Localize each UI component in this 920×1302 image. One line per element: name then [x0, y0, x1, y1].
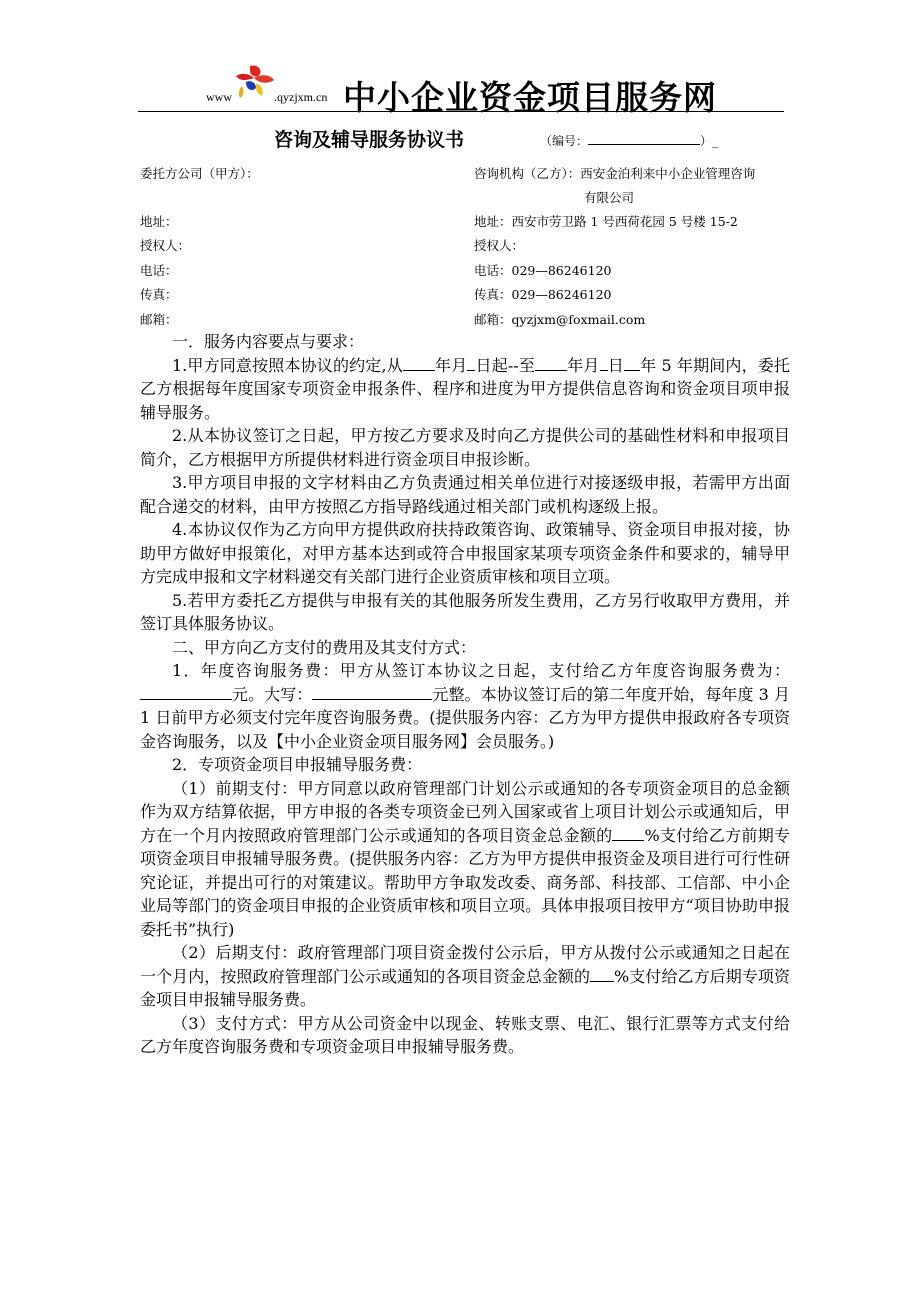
party-a-email: 邮箱：	[140, 312, 178, 327]
clause-1-2: 2.从本协议签订之日起，甲方按乙方要求及时向乙方提供公司的基础性材料和申报项目简介，乙方根据甲方所提供材料进行资金项目申报诊断。	[140, 426, 790, 469]
party-a-phone: 电话：	[140, 263, 178, 278]
clause-1-3: 3.甲方项目申报的文字材料由乙方负责通过相关单位进行对接逐级申报，若需甲方出面配合递交的材料，由甲方按照乙方指导路线通过相关部门或机构逐级上报。	[140, 473, 790, 516]
party-b-org: 咨询机构（乙方）：西安金泊利来中小企业管理咨询	[474, 166, 756, 181]
document-title: 咨询及辅导服务协议书	[274, 129, 465, 151]
clause-2-2-1: （1）前期支付：甲方同意以政府管理部门计划公示或通知的各专项资金项目的总金额作为双方结算依据，甲方申报的各类专项资金已列入国家或省上项目计划公示或通知后，甲方在一个月内按照政府管理部门公示或通知的各项目资金总金额的 %支付给乙方前期专项资金项目申报辅导服务费。(提供服务内容：乙方为甲方提供申报资金及项目进行可行性研究论证，并提出可行的对策建议。帮助甲方争取发改委、商务部、科技部、工信部、中小企业局等部门的资金项目申报的企业资质审核和项目立项。具体申报项目按甲方“项目协助申报委托书”执行)	[140, 778, 790, 939]
header-divider	[138, 111, 784, 112]
document-number-close: ）_	[700, 134, 719, 148]
document-number-blank	[588, 132, 700, 145]
party-b-address: 地址：西安市劳卫路 1 号西荷花园 5 号楼 15-2	[474, 214, 738, 229]
party-a-fax: 传真：	[140, 287, 178, 302]
site-title: 中小企业资金项目服务网	[343, 78, 717, 117]
party-b-email: 邮箱：qyzjxm@foxmail.com	[474, 312, 646, 327]
party-b-org-cont: 有限公司	[584, 190, 635, 205]
section-2-title: 二、甲方向乙方支付的费用及其支付方式：	[172, 637, 477, 657]
site-header	[0, 60, 920, 116]
document-number	[540, 132, 718, 149]
clause-2-2-3: （3）支付方式：甲方从公司资金中以现金、转账支票、电汇、银行汇票等方式支付给乙方年度咨询服务费和专项资金项目申报辅导服务费。	[140, 1013, 790, 1056]
party-b-authorized: 授权人：	[474, 238, 525, 253]
clause-2-2-2: （2）后期支付：政府管理部门项目资金拨付公示后，甲方从拨付公示或通知之日起在一个月内，按照政府管理部门公示或通知的各项目资金总金额的 %支付给乙方后期专项资金项目申报辅导服务费。	[140, 943, 790, 1009]
party-b-phone: 电话：029—86246120	[474, 263, 612, 278]
clause-2-2: 2．专项资金项目申报辅导服务费：	[172, 755, 423, 774]
party-a-authorized: 授权人：	[140, 238, 191, 253]
party-a-company: 委托方公司（甲方）：	[140, 166, 259, 181]
document-number-label: （编号：	[540, 134, 589, 148]
section-1-title: 一．服务内容要点与要求：	[172, 332, 365, 351]
agreement-body	[140, 330, 790, 1059]
site-domain[interactable]: .qyzjxm.cn	[274, 90, 328, 104]
clause-1-1: 1.甲方同意按照本协议的约定,从 年月 日起--至 年月 日 年 5 年期间内，委托乙方根据每年度国家专项资金申报条件、程序和进度为甲方提供信息咨询和资金项目项申报辅导服务。	[140, 355, 790, 422]
colorful-figure-logo-icon	[228, 62, 278, 102]
party-a-address: 地址：	[140, 214, 178, 229]
clause-2-1: 1．年度咨询服务费：甲方从签订本协议之日起，支付给乙方年度咨询服务费为：元。大写： 元整。本协议签订后的第二年度开始，每年度 3 月 1 日前甲方必须支付完年度咨询服务费。(提供服务内容：乙方为甲方提供申报政府各专项资金咨询服务，以及【中小企业资金项目服务网】会员服务。)	[140, 661, 790, 751]
clause-1-4: 4.本协议仅作为乙方向甲方提供政府扶持政策咨询、政策辅导、资金项目申报对接，协助甲方做好申报策化，对甲方基本达到或符合申报国家某项专项资金条件和要求的，辅导甲方完成申报和文字材料递交有关部门进行企业资质审核和项目立项。	[140, 520, 790, 586]
www-label: www	[206, 90, 232, 104]
clause-1-5: 5.若甲方委托乙方提供与申报有关的其他服务所发生费用，乙方另行收取甲方费用，并签订具体服务协议。	[140, 590, 790, 633]
party-b-fax: 传真：029—86246120	[474, 287, 612, 302]
